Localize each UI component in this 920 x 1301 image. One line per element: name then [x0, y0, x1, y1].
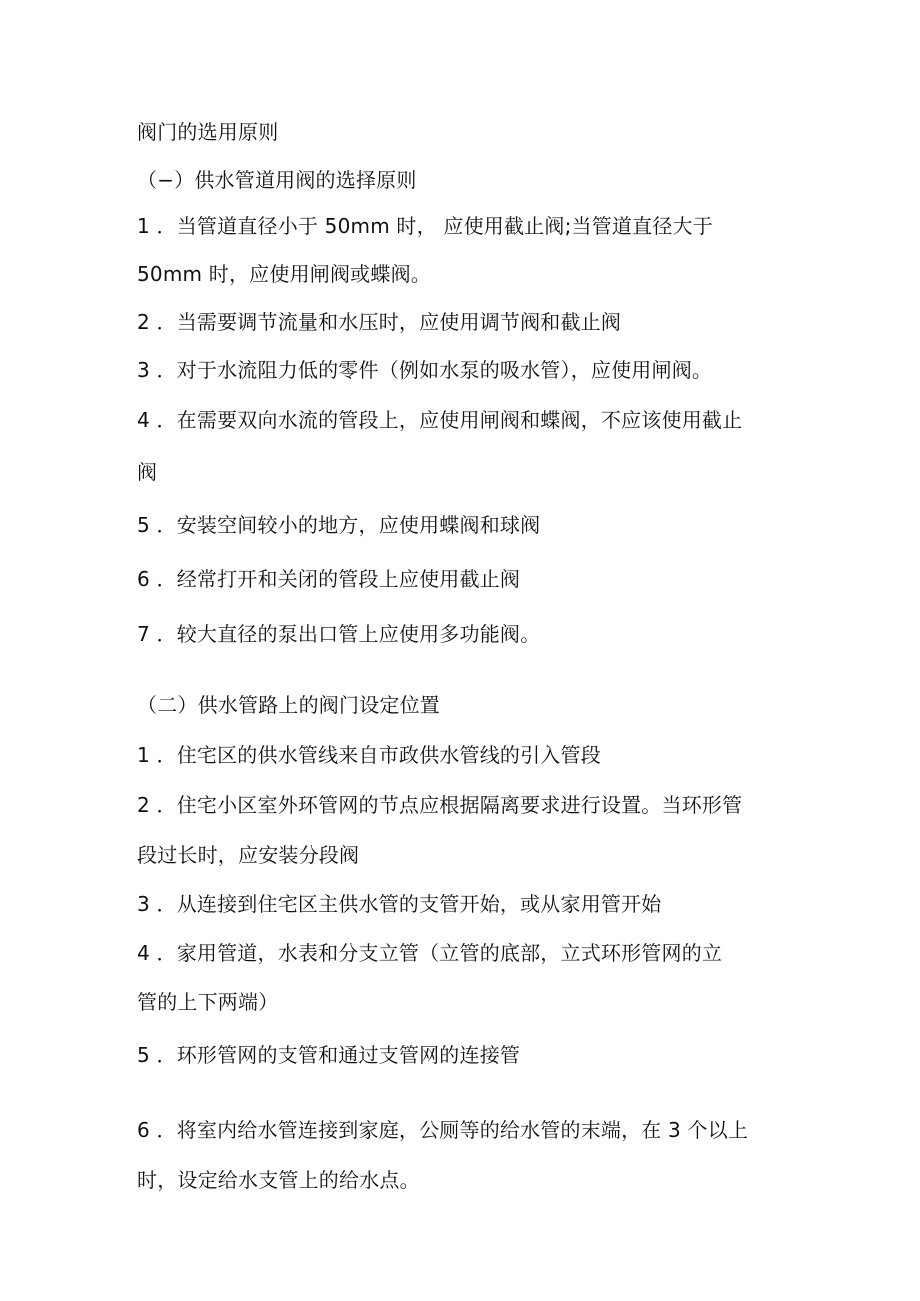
section1-item-6	[137, 567, 520, 591]
section2-item-3	[137, 892, 662, 916]
item-number: 3	[137, 358, 150, 382]
item-text: ．将室内给水管连接到家庭，公厕等的给水管的末端，在 3 个以上	[156, 1118, 749, 1142]
section1-item-4-continued: 阀	[137, 460, 158, 484]
section2-item-4	[137, 941, 722, 965]
section1-item-3	[137, 358, 712, 382]
item-number: 5	[137, 513, 150, 537]
item-number: 6	[137, 567, 150, 591]
item-text: ．当管道直径小于 50mm 时， 应使用截止阀;当管道直径大于	[156, 214, 713, 238]
section1-item-1	[137, 214, 713, 238]
item-number: 6	[137, 1118, 150, 1142]
item-text: ．安装空间较小的地方，应使用蝶阀和球阀	[156, 513, 541, 537]
item-text: ．环形管网的支管和通过支管网的连接管	[156, 1043, 521, 1067]
section2-heading: （二）供水管路上的阀门设定位置	[137, 693, 440, 717]
item-number: 4	[137, 941, 150, 965]
section1-item-1-continued: 50mm 时，应使用闸阀或蝶阀。	[137, 262, 431, 286]
item-number: 3	[137, 892, 150, 916]
item-number: 7	[137, 622, 150, 646]
section1-item-4	[137, 408, 742, 432]
item-text: ．当需要调节流量和水压时，应使用调节阀和截止阀	[156, 310, 622, 334]
item-number: 2	[137, 310, 150, 334]
item-text: ．较大直径的泵出口管上应使用多功能阀。	[156, 622, 541, 646]
section2-item-5	[137, 1043, 520, 1067]
item-text: ．从连接到住宅区主供水管的支管开始，或从家用管开始	[156, 892, 662, 916]
item-text: ．对于水流阻力低的零件（例如水泵的吸水管），应使用闸阀。	[156, 358, 713, 382]
item-text: ．在需要双向水流的管段上，应使用闸阀和蝶阀，不应该使用截止	[156, 408, 743, 432]
section2-item-4-continued: 管的上下两端）	[137, 990, 279, 1014]
section1-heading: （−）供水管道用阀的选择原则	[137, 168, 417, 192]
item-text: ．住宅区的供水管线来自市政供水管线的引入管段	[156, 743, 601, 767]
section2-item-2-continued: 段过长时，应安装分段阀	[137, 843, 360, 867]
item-text: ．家用管道，水表和分支立管（立管的底部，立式环形管网的立	[156, 941, 723, 965]
document-title: 阀门的选用原则	[137, 120, 279, 144]
item-number: 2	[137, 793, 150, 817]
item-number: 4	[137, 408, 150, 432]
item-number: 1	[137, 743, 150, 767]
item-number: 1	[137, 214, 150, 238]
section2-item-2	[137, 793, 742, 817]
section1-item-2	[137, 310, 621, 334]
item-text: ．经常打开和关闭的管段上应使用截止阀	[156, 567, 521, 591]
section2-item-6-continued: 时，设定给水支管上的给水点。	[137, 1168, 420, 1192]
section2-item-6	[137, 1118, 748, 1142]
item-text: ．住宅小区室外环管网的节点应根据隔离要求进行设置。当环形管	[156, 793, 743, 817]
item-number: 5	[137, 1043, 150, 1067]
section1-item-7	[137, 622, 540, 646]
section1-item-5	[137, 513, 540, 537]
section2-item-1	[137, 743, 601, 767]
